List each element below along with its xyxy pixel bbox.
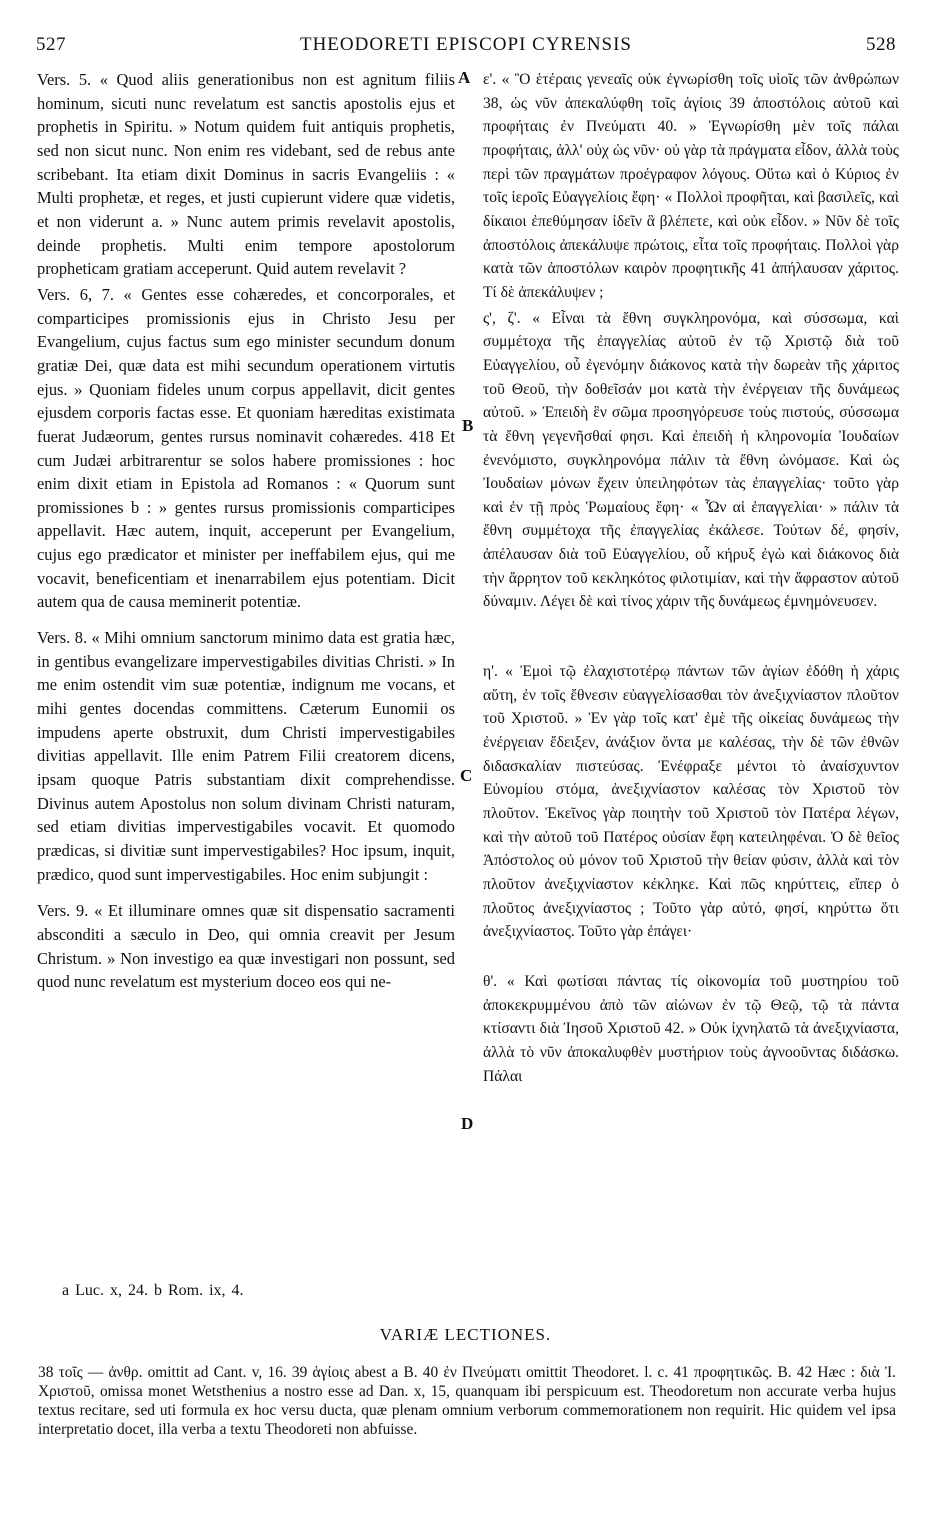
greek-verse-6-7: ς', ζ'. « Εἶναι τὰ ἔθνη συγκληρονόμα, καὶ σύσσωμα, καὶ συμμέτοχα τῆς ἐπαγγελίας αὐτοῦ ἐν τῷ Χριστῷ διὰ τοῦ Εὐαγγελίου, οὗ ἐγενόμην διάκονος κατὰ τὴν δωρεὰν τῆς χάριτος τοῦ Θεοῦ, τὴν δοθεῖσάν μοι κατὰ τὴν ἐνέργειαν τῆς δυνάμεως αὐτοῦ. » Ἐπειδὴ ἓν σῶμα προσηγόρευσε τοὺς πιστούς, σύσσωμα τὰ ἔθνη γεγενῆσθαί φησι. Καὶ ἐπειδὴ ἡ κληρονομία Ἰουδαίων ἐνενόμιστο, συγκληρονόμα πάλιν τὰ ἔθνη ὠνόμασε. Καὶ ὡς Ἰουδαίων μόνων ἔχειν ὑπειληφότων τὰς ἐπαγγελίας· τοῦτο γὰρ καὶ ἐν τῇ πρὸς Ῥωμαίους ἔφη· « Ὧν αἱ ἐπαγγελίαι· » πάλιν τὰ ἔθνη συμμέτοχα τῆς ἐπαγγελίας ἐκάλεσε. Τούτων δέ, φησίν, ἀπέλαυσαν διὰ τοῦ Εὐαγγελίου, οὗ κήρυξ ἐγὼ καὶ διάκονος διὰ τὴν ἄρρητον τοῦ κεκληκότος φιλοτιμίαν, καὶ τὴν ἄφραστον αὐτοῦ δύναμιν. Λέγει δὲ καὶ τίνος χάριν τῆς δυνάμεως ἐμνημόνευσεν.	[483, 309, 899, 611]
greek-verse-8: η'. « Ἐμοὶ τῷ ἐλαχιστοτέρῳ πάντων τῶν ἁγίων ἐδόθη ἡ χάρις αὕτη, ἐν τοῖς ἔθνεσιν εὐαγγελίσασθαι τὸν ἀνεξιχνίαστον πλοῦτον τοῦ Χριστοῦ. » Ἐν γὰρ τοῖς κατ' ἐμὲ τῆς οἰκείας δυνάμεως τὴν ἐνέργειαν ἔδειξεν, ἀνάξιον ὄντα με καλέσας, τὴν δὲ τῶν ἐθνῶν διδασκαλίαν πιστεύσας. Ἐνέφραξε μέντοι τὸ ἀναίσχυντον Εὐνομίου στόμα, ἀνεξιχνίαστον καλέσας τὸν Χριστοῦ τὸν πλοῦτον. Ἐκεῖνος γὰρ ποιητὴν τοῦ Χριστοῦ τὸν Πατέρα λέγων, καὶ τὴν αὐτοῦ τοῦ Πατέρος οὐσίαν ἔφη κατειληφέναι. Ὁ δὲ θεῖος Ἀπόστολος οὐ μόνον τοῦ Χριστοῦ τὴν θείαν φύσιν, ἀλλὰ καὶ τὸν πλοῦτον ἀνεξιχνίαστον κέκληκε. Καὶ πῶς κηρύττεις, εἴπερ ὁ πλοῦτος ἀνεξιχνίαστος ; Τοῦτο γὰρ αὐτό, φησί, κηρύττω ὅτι ἀνεξιχνίαστος. Τοῦτο γὰρ ἐπάγει·	[483, 663, 899, 941]
page-number-left: 527	[36, 34, 66, 55]
greek-verse-9: θ'. « Καὶ φωτίσαι πάντας τίς οἰκονομία τοῦ μυστηρίου τοῦ ἀποκεκρυμμένου ἀπὸ τῶν αἰώνων ἐν τῷ Θεῷ, τῷ τὰ πάντα κτίσαντι διὰ Ἰησοῦ Χριστοῦ 42. » Οὐκ ἰχνηλατῶ τὰ ἀνεξιχνίαστα, ἀλλὰ τὸ νῦν ἀποκαλυφθὲν μυστήριον τοὺς ἀγνοοῦντας διδάσκω. Πάλαι	[483, 972, 899, 1085]
footnotes: a Luc. x, 24. b Rom. ix, 4.	[62, 1282, 244, 1299]
latin-verse-8: Vers. 8. « Mihi omnium sanctorum minimo data est gratia hæc, in gentibus evangelizare impervestigabiles divitias Christi. » In me enim ostendit vim suæ potentiæ, indignum me vocans, et mihi gentes docendas committens. Cæterum Eunomii os impudens aperte obstruxit, dum Christi impervestigabiles divitias appellavit. Ille enim Patrem Filii creatorem dicens, ipsam quoque Patris substantiam dixit comprehendisse. Divinus autem Apostolus non solum divinam Christi naturam, sed etiam divitias impervestigabiles vocavit. Et quomodo prædicas, si divitiæ sunt impervestigabiles? Hoc ipsum, inquit, prædico, quod sunt impervestigabiles. Hoc enim subjungit :	[37, 628, 455, 884]
latin-verse-9: Vers. 9. « Et illuminare omnes quæ sit dispensatio sacramenti absconditi a sæculo in Deo, qui omnia creavit per Jesum Christum. » Non investigo ea quæ investigari non possunt, sed quod nunc revelatum est mysterium doceo eos qui ne-	[37, 901, 455, 992]
latin-verse-5: Vers. 5. « Quod aliis generationibus non est agnitum filiis hominum, sicuti nunc revelatum est sanctis apostolis ejus et prophetis in Spiritu. » Notum quidem fuit antiquis prophetis, sed non sicut nunc. Non enim res videbant, sed de rebus ante scribebant. Ita etiam dixit Dominus in sacris Evangeliis : « Multi prophetæ, et reges, et justi cupierunt videre quæ videtis, et non viderunt a. » Nunc autem primis revelavit apostolis, deinde prophetis. Multi enim tempore apostolorum propheticam gratiam acceperunt. Quid autem revelavit ?	[37, 70, 455, 279]
variae-lectiones-title: VARIÆ LECTIONES.	[379, 1325, 552, 1344]
page-number-right: 528	[866, 34, 896, 55]
variae-lectiones-text: 38 τοῖς — ἀνθρ. omittit ad Cant. v, 16. 39 ἁγίοις abest a B. 40 ἐν Πνεύματι omittit Theodoret. l. c. 41 προφητικῶς. B. 42 Hæc : διὰ Ἰ. Χριστοῦ, omissa monet Wetsthenius a nostro esse ad Dan. x, 15, quanquam ibi perspicuum est. Theodoretum non accurate verba hujus textus recitare, sed uti formula ex hoc versu ducta, quæ plenam omnium verborum commemorationem non requirit. Hic quidem vel ipsa interpretatio docet, illa verba a textu Theodoreti non abfuisse.	[38, 1364, 896, 1438]
margin-marker-b: B	[462, 416, 474, 435]
page-header	[36, 34, 896, 64]
running-title: THEODORETI EPISCOPI CYRENSIS	[299, 34, 633, 55]
margin-marker-c: C	[460, 766, 473, 785]
latin-verse-6-7: Vers. 6, 7. « Gentes esse cohæredes, et concorporales, et comparticipes promissionis ejus in Christo Jesu per Evangelium, cujus factus sum ego minister secundum donum gratiæ Dei, quæ data est mihi secundum operationem virtutis ejus. » Quoniam fideles unum corpus appellavit, dicit gentes ejusdem corporis factas esse. Et quoniam hæreditas existimata fuerat Judæorum, gentes rursus nominavit cohæredes. 418 Et cum Judæi arbitrarentur se solos habere promissiones : hoc enim dixit etiam in Epistola ad Romanos : « Quorum sunt promissiones b : » gentes rursus promissionis comparticipes appellavit. Hæc autem, inquit, acceperunt per Evangelium, cujus ego prædicator et minister per ineffabilem ejus, qui me vocavit, beneficentiam et inenarrabilem ejus potentiam. Dicit autem qua de causa meminerit potentiæ.	[37, 284, 455, 612]
margin-marker-d: D	[461, 1114, 474, 1133]
latin-column	[37, 68, 455, 994]
margin-marker-a: A	[458, 68, 471, 87]
greek-verse-5: ε'. « Ὃ ἑτέραις γενεαῖς οὐκ ἐγνωρίσθη τοῖς υἱοῖς τῶν ἀνθρώπων 38, ὡς νῦν ἀπεκαλύφθη τοῖς ἁγίοις 39 ἀποστόλοις αὐτοῦ καὶ προφήταις ἐν Πνεύματι 40. » Ἐγνωρίσθη μὲν τοῖς πάλαι προφήταις, ἀλλ' οὐχ ὡς νῦν· οὐ γὰρ τὰ πράγματα εἶδον, ἀλλὰ τοὺς περὶ τῶν πραγμάτων προέγραφον λόγους. Οὕτω καὶ ὁ Κύριος ἐν τοῖς ἱεροῖς Εὐαγγελίοις ἔφη· « Πολλοὶ προφῆται, καὶ βασιλεῖς, καὶ δίκαιοι ἐπεθύμησαν ἰδεῖν ἃ βλέπετε, καὶ οὐκ εἶδον. » Νῦν δὲ τοῖς ἀποστόλοις ἀπεκάλυψε πρώτοις, εἶτα τοῖς προφήταις. Πολλοὶ γὰρ κατὰ τῶν ἀποστόλων καιρὸν προφητικῆς 41 ἀπήλαυσαν χάριτος. Τί δὲ ἀπεκάλυψεν ;	[483, 71, 899, 301]
greek-column	[483, 68, 899, 1088]
